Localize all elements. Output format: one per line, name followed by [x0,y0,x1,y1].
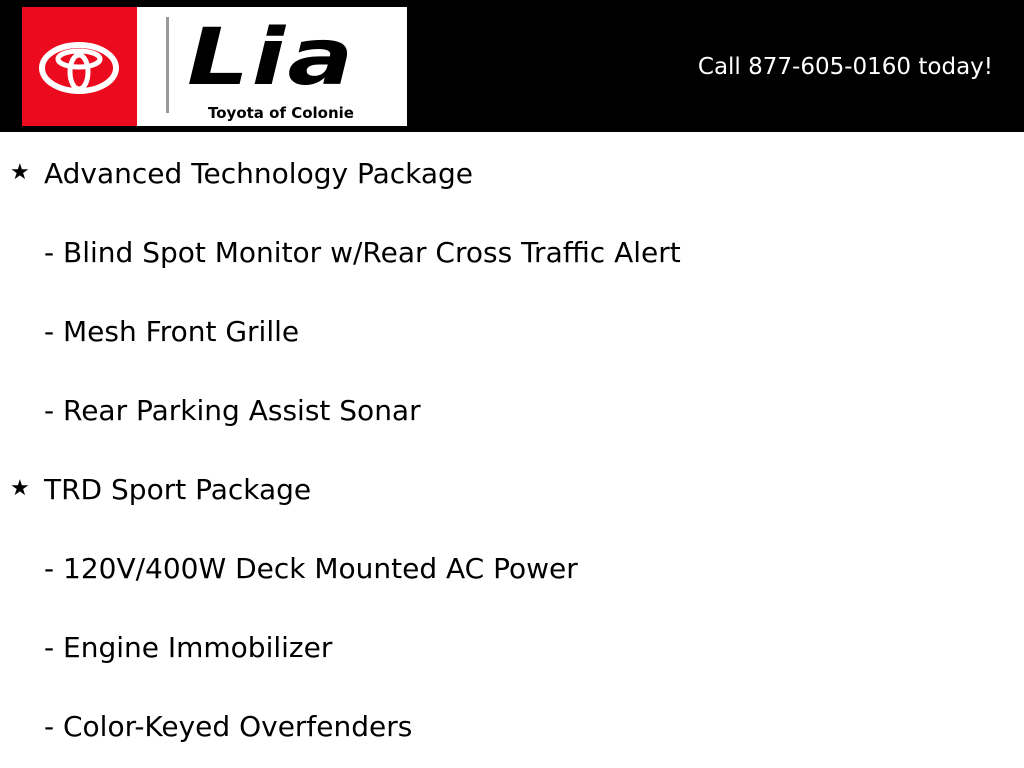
feature-item [0,293,1024,372]
feature-list [0,135,1024,767]
dealer-logo[interactable] [22,7,407,126]
feature-item-label: - 120V/400W Deck Mounted AC Power [44,552,578,585]
star-icon: ★ [10,160,30,185]
toyota-emblem-icon [38,42,120,94]
feature-package [0,451,1024,530]
dealer-header [0,0,1024,132]
logo-wordmark: Lia [187,13,356,103]
star-icon: ★ [10,476,30,501]
package-label: Advanced Technology Package [44,157,474,190]
feature-item [0,688,1024,767]
feature-item-label: - Color-Keyed Overfenders [44,710,413,743]
feature-item [0,214,1024,293]
logo-divider [166,17,169,113]
feature-item-label: - Mesh Front Grille [44,315,300,348]
feature-item [0,372,1024,451]
logo-subtitle: Toyota of Colonie [208,104,354,122]
feature-item [0,530,1024,609]
feature-item [0,609,1024,688]
feature-item-label: - Blind Spot Monitor w/Rear Cross Traffic Alert [44,236,681,269]
feature-package [0,135,1024,214]
toyota-badge [22,7,137,126]
package-label: TRD Sport Package [44,473,312,506]
call-to-action[interactable]: Call 877-605-0160 today! [697,54,993,80]
feature-item-label: - Engine Immobilizer [44,631,333,664]
feature-item-label: - Rear Parking Assist Sonar [44,394,421,427]
